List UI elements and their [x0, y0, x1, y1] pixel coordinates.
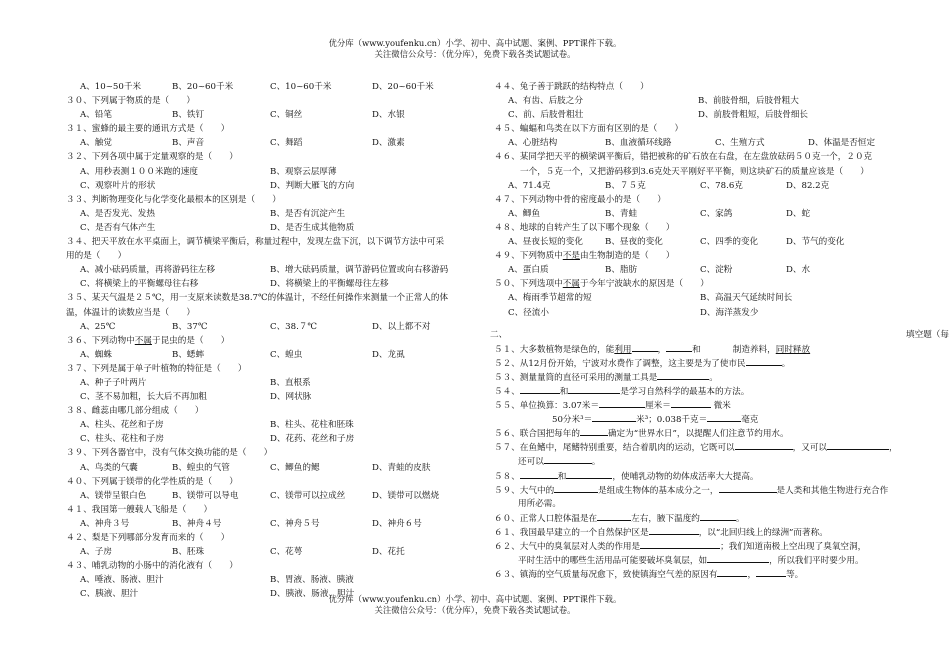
- q55-cm: 厘米＝: [645, 401, 671, 412]
- blank[interactable]: [568, 384, 620, 394]
- q39-options: [62, 461, 477, 475]
- q37-options-row1: [62, 376, 477, 390]
- q50-text: ５０、下列选项中: [494, 279, 563, 290]
- question-62-line2: [490, 553, 945, 567]
- option-b: B、高温天气延续时间长: [700, 293, 793, 304]
- option-a: A、神舟３号: [80, 518, 130, 529]
- option-a: A、铅笔: [80, 110, 112, 121]
- footer-line-1: 优分库（www.youfenku.cn）小学、初中、高中试题、案例、PPT课件下载。: [328, 594, 622, 604]
- blank[interactable]: [746, 356, 782, 366]
- option-b: B、昼夜的变化: [605, 237, 663, 248]
- q50-underlined: 不属: [562, 279, 580, 290]
- q34-options-row2: [62, 277, 477, 291]
- option-c: C、10~60千米: [270, 82, 332, 92]
- right-column: [490, 80, 949, 581]
- q44-options-row2: [490, 108, 945, 122]
- option-a: A、减小砝码质量，再将游码往左移: [80, 265, 216, 276]
- section-2-heading: [490, 328, 949, 342]
- q55-text: ５５、单位换算：3.07米＝: [494, 401, 600, 412]
- option-b: B、20~60千米: [172, 82, 234, 92]
- option-a: A、触觉: [80, 138, 112, 149]
- q36-underlined: 不属: [134, 335, 152, 346]
- option-a: A、蜘蛛: [80, 349, 112, 360]
- header-line-1: 优分库（www.youfenku.cn）小学、初中、高中试题、案例、PPT课件下载。: [328, 38, 622, 48]
- question-35-line2: 温，体温计的读数应当是（ ）: [66, 307, 195, 318]
- left-column: [62, 80, 477, 601]
- q51-fill-2: 同时释放: [775, 344, 811, 355]
- question-55: [490, 398, 945, 412]
- blank[interactable]: [632, 342, 658, 352]
- option-b: B、观察云层厚薄: [270, 166, 337, 177]
- q56-text: ５６、联合国把每年的: [494, 429, 580, 440]
- blank[interactable]: [756, 567, 786, 577]
- question-40: ４０、下列属于镁带的化学性质的是（ ）: [66, 476, 238, 487]
- option-b: B、37℃: [172, 321, 208, 332]
- blank[interactable]: [554, 483, 598, 493]
- question-52: [490, 356, 945, 370]
- option-a: A、用秒表测１００米跑的速度: [80, 166, 198, 177]
- option-a: A、71.4克: [508, 180, 551, 191]
- option-b: B、脂肪: [605, 265, 638, 276]
- blank[interactable]: [707, 412, 741, 422]
- option-c: C、前、后肢骨粗壮: [508, 110, 584, 121]
- q54-text: ５４、: [494, 386, 520, 397]
- option-d: D、前肢骨粗短，后肢骨细长: [698, 110, 809, 121]
- option-b: B、蟋蟀: [172, 349, 205, 360]
- option-d: D、花药、花丝和子房: [270, 434, 355, 445]
- section-2-number: 二、: [490, 329, 508, 340]
- question-39: ３９、下列各器官中，没有气体交换功能的是（ ）: [66, 448, 273, 459]
- blank[interactable]: [566, 469, 612, 479]
- option-b: B、柱头、花柱和胚珠: [270, 420, 354, 431]
- q45-options: [490, 136, 945, 150]
- q55b-text: 50分米³＝: [552, 415, 593, 426]
- question-41: ４１、我国第一艘载人飞船是（ ）: [66, 504, 213, 515]
- option-d: D、水银: [372, 110, 405, 121]
- option-b: B、胚珠: [172, 547, 205, 558]
- option-a: A、唾液、肠液、胆汁: [80, 575, 164, 586]
- q32-options-row2: [62, 179, 477, 193]
- q36-text-end: 于昆虫的是（ ）: [151, 335, 230, 346]
- blank[interactable]: [544, 454, 592, 464]
- question-33: ３３、判断物理变化与化学变化最根本的区别是（ ）: [66, 194, 281, 205]
- question-61: [490, 525, 945, 539]
- option-a: A、柱头、花丝和子房: [80, 420, 164, 431]
- q51-fill-1: 利用: [614, 344, 632, 355]
- option-c: C、柱头、花柱和子房: [80, 434, 164, 445]
- blank[interactable]: [735, 440, 793, 450]
- header-line-2: 关注微信公众号：（优分库），免费下载各类试题试卷。: [374, 49, 576, 59]
- q58-end: ，使哺乳动物的幼体成活率大大提高。: [612, 471, 759, 482]
- option-d: D、镁带可以燃烧: [372, 490, 440, 501]
- q56-end: 确定为“世界水日”，以提醒人们注意节约用水。: [607, 429, 789, 440]
- option-d: D、节气的变化: [786, 237, 845, 248]
- q33-options-row2: [62, 221, 477, 235]
- option-a: A、有齿、后肢之分: [508, 96, 583, 107]
- question-30: ３０、下列属于物质的是（ ）: [66, 96, 195, 107]
- q40-options: [62, 489, 477, 503]
- blank[interactable]: [719, 483, 777, 493]
- q54-and: 和: [559, 386, 569, 397]
- q58-and: 和: [557, 471, 567, 482]
- q55b-mid: 米³；0.038千克＝: [636, 415, 708, 426]
- q36-text: ３６、下列动物中: [66, 335, 135, 346]
- q53-end: 。: [709, 372, 718, 383]
- q34-options-row1: [62, 263, 477, 277]
- option-c: C、四季的变化: [700, 237, 759, 248]
- section-2-title: 填空题（每: [906, 329, 949, 340]
- q59-text: ５９、大气中的: [494, 485, 555, 496]
- question-63: [490, 567, 945, 581]
- option-b: B、是否有沉淀产生: [270, 208, 346, 219]
- question-37: ３７、下列是属于单子叶植物的特征是（ ）: [66, 363, 247, 374]
- option-d: D、神舟６号: [372, 518, 422, 529]
- blank[interactable]: [827, 440, 889, 450]
- option-b: B、镁带可以导电: [172, 490, 239, 501]
- question-60: [490, 511, 945, 525]
- q57-text: ５７、在鱼鳍中，尾鳍特别重要，结合着肌肉的运动，它既可以: [494, 443, 735, 454]
- option-d: D、龙虱: [372, 349, 405, 360]
- question-45: ４５、蝙蝠和鸟类在以下方面有区别的是（ ）: [494, 124, 684, 135]
- option-b: B、７５克: [605, 180, 646, 191]
- option-d: D、将横梁上的平衡螺母往左移: [270, 279, 389, 290]
- option-b: B、声音: [172, 138, 205, 149]
- option-a: A、25℃: [80, 321, 116, 332]
- option-c: C、胰液、胆汁: [80, 589, 139, 600]
- question-44: ４４、兔子善于跳跃的结构特点（ ）: [494, 82, 649, 92]
- question-57: [490, 440, 945, 454]
- option-c: C、径流小: [508, 307, 549, 318]
- option-c: C、神舟５号: [270, 518, 320, 529]
- q57b-text: 还可以: [518, 457, 544, 468]
- blank[interactable]: [520, 469, 558, 479]
- option-c: C、舞蹈: [270, 138, 303, 149]
- option-a: A、心脏结构: [508, 138, 558, 149]
- question-48: ４８、地球的自转产生了以下哪个现象（ ）: [494, 222, 675, 233]
- q49-options: [490, 263, 945, 277]
- question-43: ４３、哺乳动物的小肠中的消化液有（ ）: [66, 561, 238, 572]
- option-b: B、前肢骨细，后肢骨粗大: [698, 96, 799, 107]
- question-57-line2: [490, 454, 945, 468]
- option-d: D、是否生成其他物质: [270, 222, 355, 233]
- footer-line-2: 关注微信公众号：（优分库），免费下载各类试题试卷。: [374, 605, 576, 615]
- q62-end: ；我们知道南极上空出现了臭氧空洞，: [720, 542, 867, 552]
- option-a: A、子房: [80, 547, 112, 558]
- q61-text: ６１、我国最早建立的一个自然保护区是: [494, 527, 649, 538]
- option-c: C、铜丝: [270, 110, 303, 121]
- q59-mid: 是组成生物体的基本成分之一，: [598, 485, 719, 496]
- q58-text: ５８、: [494, 471, 520, 482]
- question-59-line2: 用所必需。: [518, 498, 561, 509]
- q53-text: ５３、测量量筒的直径可采用的测量工具是: [494, 372, 658, 383]
- q62b-text: 平时生活中的哪些生活用品可能要破坏臭氧层，如: [518, 556, 708, 567]
- option-c: C、镁带可以拉成丝: [270, 490, 346, 501]
- option-d: D、胰液、肠液、胆汁: [270, 589, 355, 600]
- blank[interactable]: [640, 539, 720, 549]
- q49-underlined: 不是: [562, 251, 580, 262]
- q38-options-row1: [62, 418, 477, 432]
- option-c: C、观察叶片的形状: [80, 180, 156, 191]
- page-footer: [0, 594, 950, 616]
- option-d: D、网状脉: [270, 392, 312, 403]
- option-c: C、将横梁上的平衡螺母往右移: [80, 279, 199, 290]
- question-53: [490, 370, 945, 384]
- blank[interactable]: [700, 511, 736, 521]
- option-d: D、激素: [372, 138, 405, 149]
- blank[interactable]: [666, 342, 692, 352]
- option-d: D、82.2克: [786, 180, 830, 191]
- question-34-line2: 用的是（ ）: [66, 251, 127, 262]
- question-36: [62, 334, 477, 348]
- question-47: ４７、下列动物中骨的密度最小的是（ ）: [494, 194, 666, 205]
- q32-options-row1: [62, 165, 477, 179]
- option-b: B、青蛙: [605, 208, 638, 219]
- option-a: A、种子子叶两片: [80, 377, 147, 388]
- q36-options: [62, 348, 477, 362]
- option-d: D、海洋蒸发少: [700, 307, 759, 318]
- option-a: A、梅雨季节超常的短: [508, 293, 592, 304]
- option-a: A、蛋白质: [508, 265, 549, 276]
- q63-sep: ，: [747, 570, 757, 581]
- question-38: ３８、雌蕊由哪几部分组成（ ）: [66, 406, 204, 417]
- page-header: [0, 38, 950, 60]
- question-42: ４２、梨是下列哪部分发育而来的（ ）: [66, 533, 230, 543]
- option-d: D、体温是否恒定: [808, 138, 876, 149]
- q52-end: 。: [781, 358, 791, 369]
- blank[interactable]: [717, 567, 747, 577]
- q54-end: 是学习自然科学的最基本的方法。: [620, 386, 750, 397]
- q41-options: [62, 517, 477, 531]
- option-a: A、鸟类的气囊: [80, 462, 138, 473]
- q31-options: [62, 136, 477, 150]
- q47-options: [490, 207, 945, 221]
- option-a: A、镁带呈银白色: [80, 490, 147, 501]
- q50-text-end: 于今年宁波缺水的原因是（ ）: [579, 279, 709, 290]
- q37-options-row2: [62, 390, 477, 404]
- question-35-line1: ３５、某天气温是２５℃，用一支原来读数是38.7℃的体温计，不经任何操作来测量一个正常人的体: [66, 293, 449, 304]
- q63-text: ６３、镇海的空气质量每况愈下，致使镇海空气差的原因有: [494, 570, 718, 581]
- option-c: C、茎不易加粗，长大后不再加粗: [80, 392, 207, 403]
- question-51: [490, 342, 945, 356]
- q51-sep: ，: [657, 344, 667, 355]
- option-b: B、增大砝码质量，调节游码位置或向右移游码: [270, 265, 449, 276]
- q55-unit: 微米: [713, 401, 731, 412]
- q62-text: ６２、大气中的臭氧层对人类的作用是: [494, 542, 641, 552]
- q55b-unit: 毫克: [741, 415, 759, 426]
- option-a: A、昼夜长短的变化: [508, 237, 583, 248]
- blank[interactable]: [649, 525, 699, 535]
- question-54: [490, 384, 945, 398]
- question-46-line1: ４６、某同学把天平的横梁调平衡后，错把被称的矿石放在右盘，在左盘放砝码５０克一个，２０克: [494, 152, 873, 163]
- blank[interactable]: [599, 398, 645, 408]
- blank[interactable]: [520, 384, 560, 394]
- question-50: [490, 277, 945, 291]
- q50-options-row2: [490, 306, 945, 320]
- q44-options-row1: [490, 94, 945, 108]
- q60-end: 。: [735, 513, 745, 524]
- option-c: C、鲫鱼的鳃: [270, 462, 320, 473]
- option-d: D、以上都不对: [372, 321, 431, 332]
- q35-options: [62, 320, 477, 334]
- option-d: D、蛇: [786, 208, 811, 219]
- q57b-end: 。: [591, 457, 601, 468]
- option-b: B、直根系: [270, 377, 311, 388]
- option-d: D、水: [786, 265, 811, 276]
- q33-options-row1: [62, 207, 477, 221]
- option-b: B、胃液、肠液、胰液: [270, 575, 354, 586]
- option-d: D、青蛙的皮肤: [372, 462, 431, 473]
- q29-options: [62, 80, 477, 94]
- blank[interactable]: [597, 511, 631, 521]
- blank[interactable]: [671, 398, 711, 408]
- option-c: C、是否有气体产生: [80, 222, 156, 233]
- q60-mid: 左右，腋下温度约: [631, 513, 700, 524]
- option-c: C、花萼: [270, 547, 303, 558]
- blank[interactable]: [580, 426, 608, 436]
- option-c: C、淀粉: [700, 265, 733, 276]
- q48-options: [490, 235, 945, 249]
- q61-end: ，以“北回归线上的绿洲”而著称。: [698, 527, 828, 538]
- q57-end: ，: [889, 443, 898, 454]
- q51-text-mid: 制造养料，: [732, 344, 776, 355]
- q57-mid: ，又可以: [792, 443, 828, 454]
- option-b: B、铁钉: [172, 110, 205, 121]
- question-49: [490, 249, 945, 263]
- blank[interactable]: [592, 412, 636, 422]
- question-31: ３１、蜜蜂的最主要的通讯方式是（ ）: [66, 124, 230, 135]
- option-b: B、蝗虫的气管: [172, 462, 230, 473]
- option-c: C、家鸽: [700, 208, 733, 219]
- question-34-line1: ３４、把天平放在水平桌面上，调节横梁平衡后，称量过程中，发现左盘下沉，以下调节方法中可采: [66, 237, 445, 248]
- question-59: [490, 483, 945, 497]
- question-62: [490, 539, 945, 553]
- option-c: C、生殖方式: [715, 138, 765, 149]
- question-32: ３２、下列各项中属于定量观察的是（ ）: [66, 152, 238, 163]
- option-c: C、78.6克: [700, 180, 743, 191]
- question-46-line2: 一个，５克一个，又把游码移到3.6克处天平刚好平平衡，则这块矿石的质量应该是（ ）: [520, 166, 869, 177]
- blank[interactable]: [707, 553, 769, 563]
- q43-options-row1: [62, 573, 477, 587]
- option-a: A、鲫鱼: [508, 208, 540, 219]
- q51-and: 和: [692, 344, 701, 355]
- q63-end: 等。: [786, 570, 804, 581]
- option-a: A、是否发光、发热: [80, 208, 155, 219]
- option-c: C、38.７℃: [270, 321, 318, 332]
- option-b: B、血液循环线路: [605, 138, 672, 149]
- q46-options: [490, 179, 945, 193]
- q49-text-end: 由生物制造的是（ ）: [579, 251, 675, 262]
- q60-text: ６０、正常人口腔体温是在: [494, 513, 598, 524]
- blank[interactable]: [657, 370, 709, 380]
- q50-options-row1: [490, 291, 945, 305]
- option-d: D、20~60千米: [372, 82, 434, 92]
- question-58: [490, 469, 945, 483]
- q52-text: ５２、从12月份开始，宁波对水费作了调整，这主要是为了使市民: [494, 358, 746, 369]
- option-a: A、10~50千米: [80, 82, 142, 92]
- q62b-end: ，所以我们平时要少用。: [769, 556, 864, 567]
- q59-end: 是人类和其他生物进行充合作: [776, 485, 889, 496]
- q38-options-row2: [62, 432, 477, 446]
- option-d: D、花托: [372, 547, 405, 558]
- option-b: B、神舟４号: [172, 518, 222, 529]
- question-56: [490, 426, 945, 440]
- q42-options: [62, 545, 477, 559]
- q49-text: ４９、下列物质中: [494, 251, 563, 262]
- option-c: C、蝗虫: [270, 349, 303, 360]
- q30-options: [62, 108, 477, 122]
- q51-text: ５１、大多数植物是绿色的，能: [494, 344, 615, 355]
- option-d: D、判断大雁飞的方向: [270, 180, 355, 191]
- question-55-line2: [490, 412, 945, 426]
